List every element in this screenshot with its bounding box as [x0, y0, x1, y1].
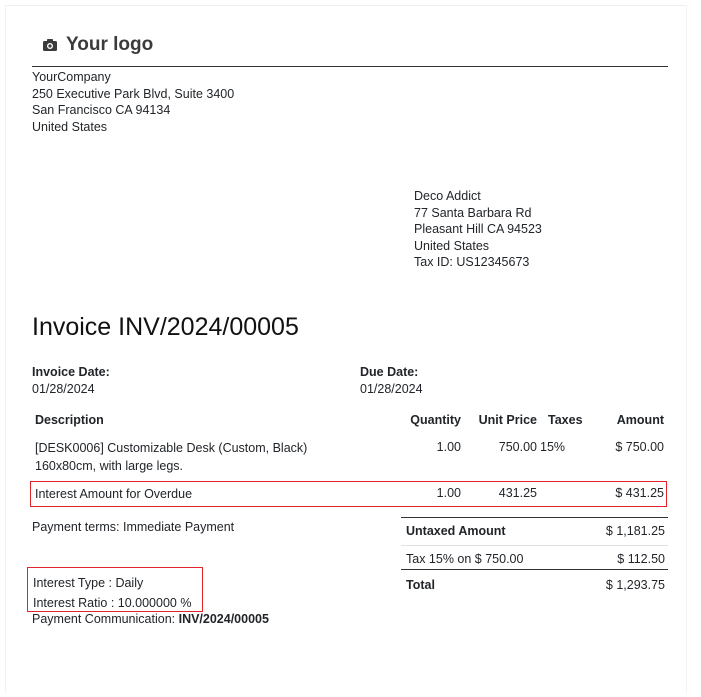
interest-type: Interest Type : Daily: [33, 576, 144, 590]
customer-name: Deco Addict: [414, 189, 481, 203]
invoice-date-value: 01/28/2024: [32, 382, 95, 396]
company-address: [32, 69, 234, 135]
due-date-block: [360, 364, 423, 398]
totals-row-total: [401, 571, 668, 595]
payment-communication-label: Payment Communication:: [32, 612, 179, 626]
totals-table: [401, 517, 668, 595]
company-street: 250 Executive Park Blvd, Suite 3400: [32, 86, 235, 101]
header-taxes: Taxes: [548, 413, 583, 427]
tax-label: Tax 15% on $ 750.00: [406, 552, 524, 566]
row-unit-price: 431.25: [498, 486, 537, 500]
row-amount: $ 750.00: [615, 440, 664, 454]
company-country: United States: [32, 119, 108, 134]
total-value: $ 1,293.75: [605, 578, 665, 592]
row-description-line: 160x80cm, with large legs.: [35, 458, 183, 473]
row-amount: $ 431.25: [615, 486, 664, 500]
invoice-title: Invoice INV/2024/00005: [32, 313, 299, 341]
interest-ratio: Interest Ratio : 10.000000 %: [33, 596, 192, 610]
row-quantity: 1.00: [436, 440, 461, 454]
tax-value: $ 112.50: [617, 552, 665, 566]
company-name: YourCompany: [32, 70, 111, 84]
invoice-date-block: [32, 364, 110, 398]
customer-country: United States: [414, 238, 490, 253]
row-unit-price: 750.00: [498, 440, 537, 454]
totals-divider: [401, 569, 668, 570]
totals-row-untaxed: [401, 517, 668, 541]
payment-communication-value: INV/2024/00005: [178, 612, 269, 626]
header-divider: [32, 66, 668, 67]
row-description: Interest Amount for Overdue: [35, 487, 193, 501]
interest-info: [33, 573, 191, 613]
customer-city: Pleasant Hill CA 94523: [414, 222, 542, 236]
untaxed-label: Untaxed Amount: [406, 524, 506, 538]
payment-communication: [32, 612, 269, 626]
row-description: [35, 440, 335, 475]
header-description: Description: [35, 413, 104, 427]
due-date-value: 01/28/2024: [360, 382, 423, 396]
logo-text: Your logo: [66, 34, 154, 55]
highlight-box-interest-line: [30, 481, 667, 507]
untaxed-value: $ 1,181.25: [605, 524, 665, 538]
total-label: Total: [406, 578, 435, 592]
row-description-line: [DESK0006] Customizable Desk (Custom, Black): [35, 441, 308, 455]
row-quantity: 1.00: [436, 486, 461, 500]
header-unit-price: Unit Price: [478, 413, 537, 427]
customer-address: [414, 188, 542, 271]
due-date-label: Due Date:: [360, 365, 419, 379]
header-amount: Amount: [616, 413, 664, 427]
customer-street: 77 Santa Barbara Rd: [414, 205, 532, 220]
row-taxes: 15%: [540, 440, 566, 454]
invoice-date-label: Invoice Date:: [32, 365, 110, 379]
customer-tax-id: Tax ID: US12345673: [414, 255, 530, 269]
camera-icon: [42, 37, 58, 53]
company-logo: [42, 34, 153, 56]
header-quantity: Quantity: [410, 413, 461, 427]
company-city: San Francisco CA 94134: [32, 103, 171, 117]
totals-row-tax: [401, 545, 668, 569]
payment-terms: Payment terms: Immediate Payment: [32, 520, 235, 534]
